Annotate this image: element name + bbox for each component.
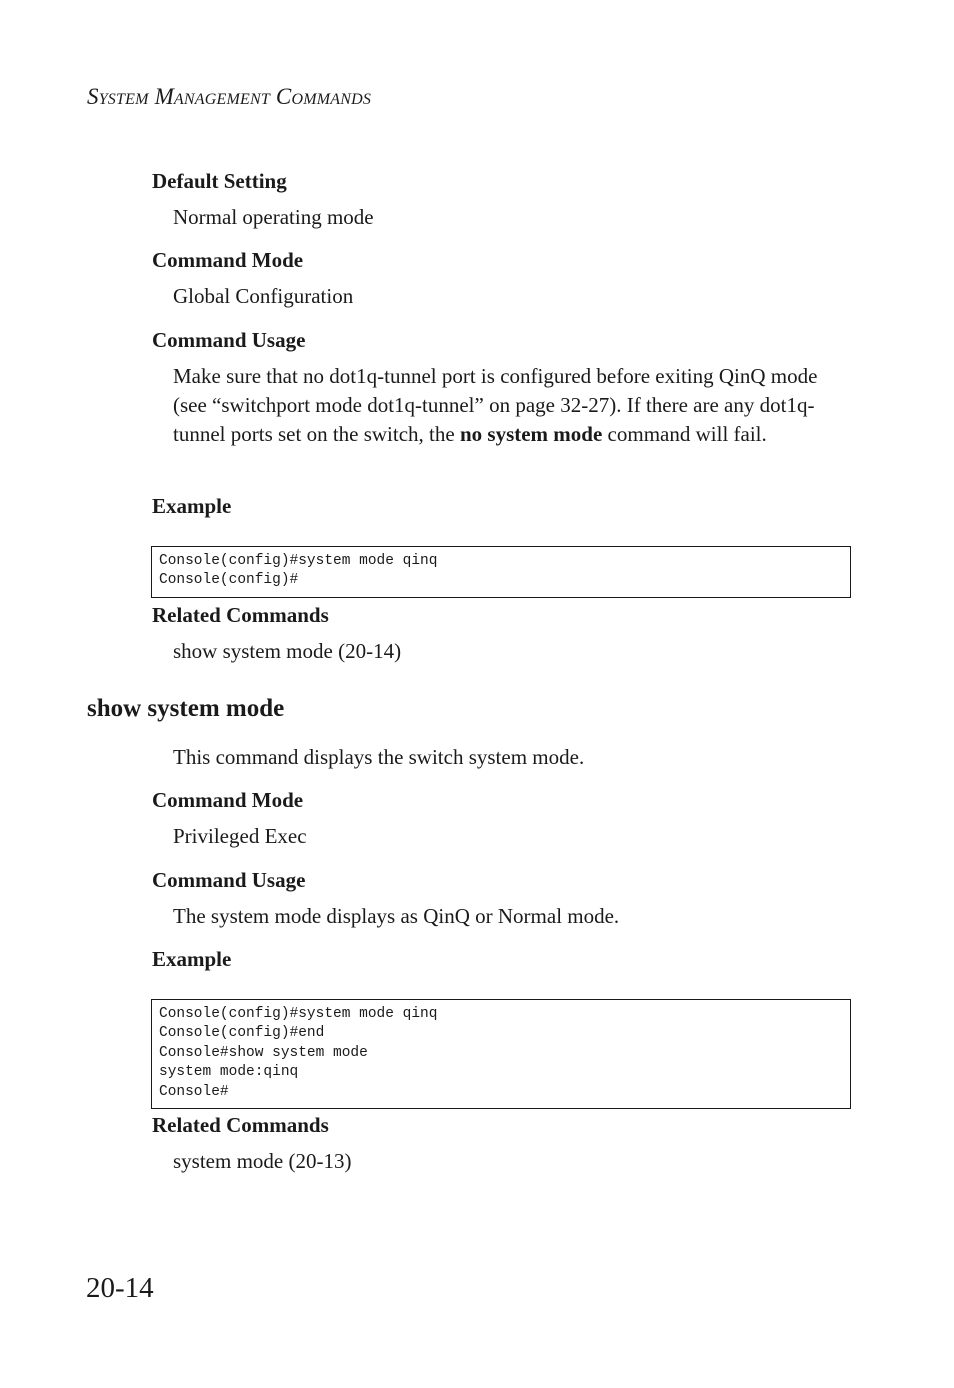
command-usage-paragraph: Make sure that no dot1q-tunnel port is configured before exiting QinQ mode (see “switchport mode dot1q-tunnel” on page 32-27). If there are any dot1q-tunnel ports set on the switch, the no system mode command will fail. [173,364,818,446]
command-usage-heading: Command Usage [152,328,306,352]
example-heading: Example [152,494,232,518]
related-commands-text: show system mode (20-14) [173,639,402,663]
code-line: system mode:qinq [159,1064,299,1081]
section-description: This command displays the switch system mode. [173,745,585,769]
command-mode-text: Privileged Exec [173,824,307,848]
code-line: Console(config)#system mode qinq [159,553,438,569]
example-code-block [151,546,851,598]
related-commands-heading: Related Commands [152,1113,329,1137]
command-usage-heading: Command Usage [152,868,306,892]
code-line: Console(config)#system mode qinq [159,1006,438,1022]
section-title: show system mode [87,695,285,722]
running-header: SYSTEM MANAGEMENT COMMANDS [87,84,372,109]
code-line: Console(config)#end [159,1025,325,1042]
example-code-block [151,999,851,1109]
related-commands-heading: Related Commands [152,603,329,627]
command-mode-text: Global Configuration [173,284,354,308]
code-line: Console#show system mode [159,1044,368,1061]
code-line: Console# [159,1083,229,1100]
default-setting-text: Normal operating mode [173,205,374,229]
command-usage-text: The system mode displays as QinQ or Normal mode. [173,904,620,928]
command-mode-heading: Command Mode [152,248,304,272]
related-commands-text: system mode (20-13) [173,1149,352,1173]
command-keyword: no system mode [459,422,603,446]
command-mode-heading: Command Mode [152,788,304,812]
code-line: Console(config)# [159,572,299,589]
default-setting-heading: Default Setting [152,169,287,193]
example-heading: Example [152,947,232,971]
page-number: 20-14 [86,1272,154,1304]
